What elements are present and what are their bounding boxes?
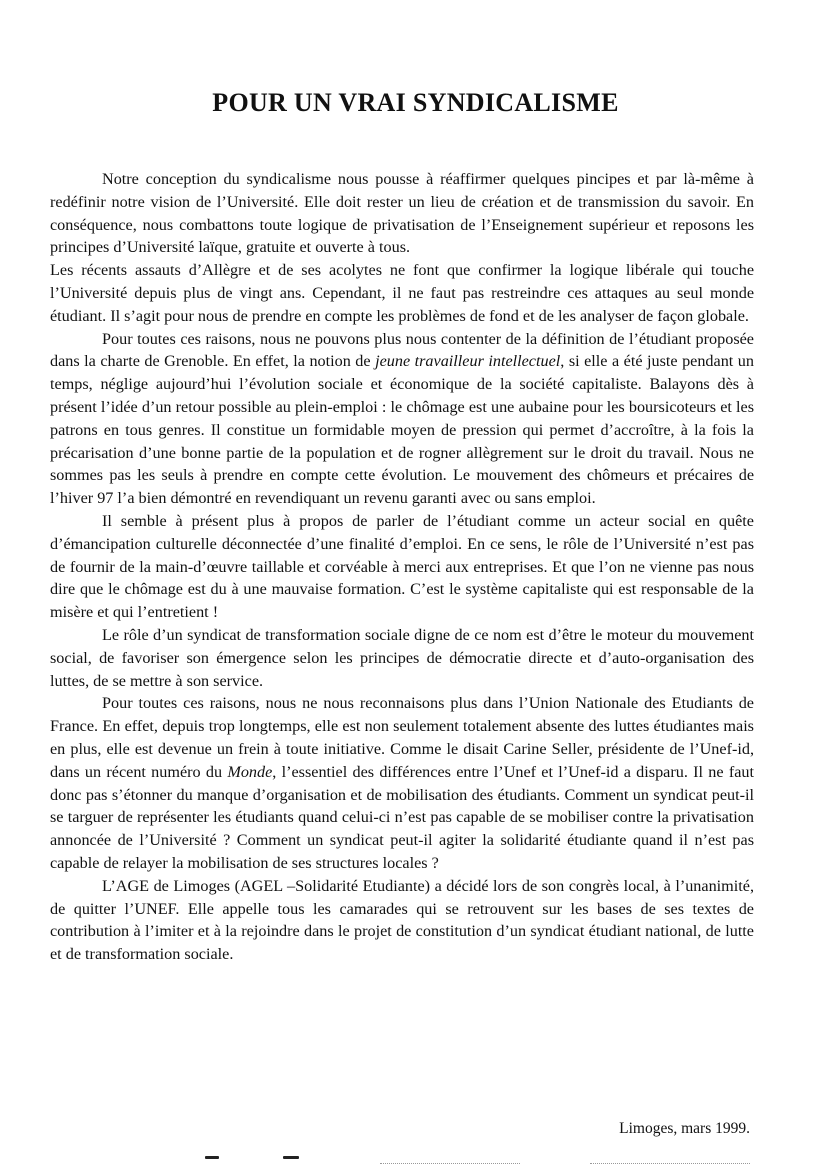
paragraph-text: L’AGE de Limoges (AGEL –Solidarité Etudiante) a décidé lors de son congrès local, à l’unanimité, de quitter l’UNEF. Elle appelle tous les camarades qui se retrouvent sur les bases de ses textes de contribution à l’imiter et à la rejoindre dans le projet de constitution d’un syndicat étudiant national, de lutte et de transformation sociale. (50, 876, 754, 964)
body-paragraph (50, 259, 754, 327)
scan-artifact-mark (283, 1156, 299, 1159)
paragraph-text: Il semble à présent plus à propos de parler de l’étudiant comme un acteur social en quête d’émancipation culturelle déconnectée d’une finalité d’emploi. En ce sens, le rôle de l’Université n’est pas de fournir de la main-d’œuvre taillable et corvéable à merci aux entreprises. Et que l’on ne vienne pas nous dire que le chômage est du à une mauvaise formation. C’est le système capitaliste qui est responsable de la misère et qui l’entretient ! (50, 511, 754, 622)
document-body (50, 168, 754, 966)
italic-text: Monde (227, 762, 273, 781)
body-paragraph (50, 692, 754, 874)
paragraph-text: , si elle a été juste pendant un temps, néglige aujourd’hui l’évolution sociale et économique de la société capitaliste. Balayons dès à présent l’idée d’un retour possible au plein-emploi : le chômage est une aubaine pour les boursicoteurs et les patrons en tous genres. Il constitue un formidable moyen de pression qui permet d’accroître, à la fois la précarisation d’une bonne partie de la population et de rogner allègrement sur le droit du travail. Nous ne sommes pas les seuls à prendre en compte cette évolution. Le mouvement des chômeurs et précaires de l’hiver 97 l’a bien démontré en revendiquant un revenu garanti avec ou sans emploi. (50, 352, 754, 508)
scan-artifact-dots (590, 1163, 750, 1165)
body-paragraph (50, 510, 754, 624)
body-paragraph (50, 328, 754, 510)
document-signoff: Limoges, mars 1999. (619, 1120, 750, 1137)
paragraph-text: Les récents assauts d’Allègre et de ses acolytes ne font que confirmer la logique libérale qui touche l’Université depuis plus de vingt ans. Cependant, il ne faut pas restreindre ces attaques au seul monde étudiant. Il s’agit pour nous de prendre en compte les problèmes de fond et de les analyser de façon globale. (50, 261, 754, 325)
scan-artifact-dots (380, 1163, 520, 1165)
body-paragraph (50, 875, 754, 966)
paragraph-text: Le rôle d’un syndicat de transformation sociale digne de ce nom est d’être le moteur du mouvement social, de favoriser son émergence selon les principes de démocratie directe et d’auto-organisation des luttes, de se mettre à son service. (50, 625, 754, 690)
paragraph-text: Notre conception du syndicalisme nous pousse à réaffirmer quelques pincipes et par là-même à redéfinir notre vision de l’Université. Elle doit rester un lieu de création et de transmission du savoir. En conséquence, nous combattons toute logique de privatisation de l’Enseignement supérieur et reposons les principes d’Université laïque, gratuite et ouverte à tous. (50, 170, 754, 257)
document-title: POUR UN VRAI SYNDICALISME (212, 88, 619, 117)
paragraph-text: , l’essentiel des différences entre l’Unef et l’Unef-id a disparu. Il ne faut donc pas s’étonner du manque d’organisation et de mobilisation des étudiants. Comment un syndicat peut-il se targuer de représenter les étudiants quand celui-ci n’est pas capable de se mobiliser contre la privatisation annoncée de l’Université ? Comment un syndicat peut-il agiter la solidarité étudiante quand il n’est pas capable de relayer la mobilisation de ses structures locales ? (50, 762, 755, 872)
paragraph-text: Pour toutes ces raisons, nous ne pouvons plus nous contenter de la définition de l’étudiant proposée dans la charte de Grenoble. En effet, la notion de (50, 329, 754, 371)
italic-text: jeune travailleur intellectuel (375, 352, 561, 371)
paragraph-text: Pour toutes ces raisons, nous ne nous reconnaisons plus dans l’Union Nationale des Etudiants de France. En effet, depuis trop longtemps, elle est non seulement totalement absente des luttes étudiantes mais en plus, elle est devenue un frein à toute initiative. Comme le disait Carine Seller, présidente de l’Unef-id, dans un récent numéro du (50, 694, 754, 781)
scan-artifact-mark (205, 1156, 219, 1159)
body-paragraph (50, 624, 754, 692)
body-paragraph (50, 168, 754, 259)
